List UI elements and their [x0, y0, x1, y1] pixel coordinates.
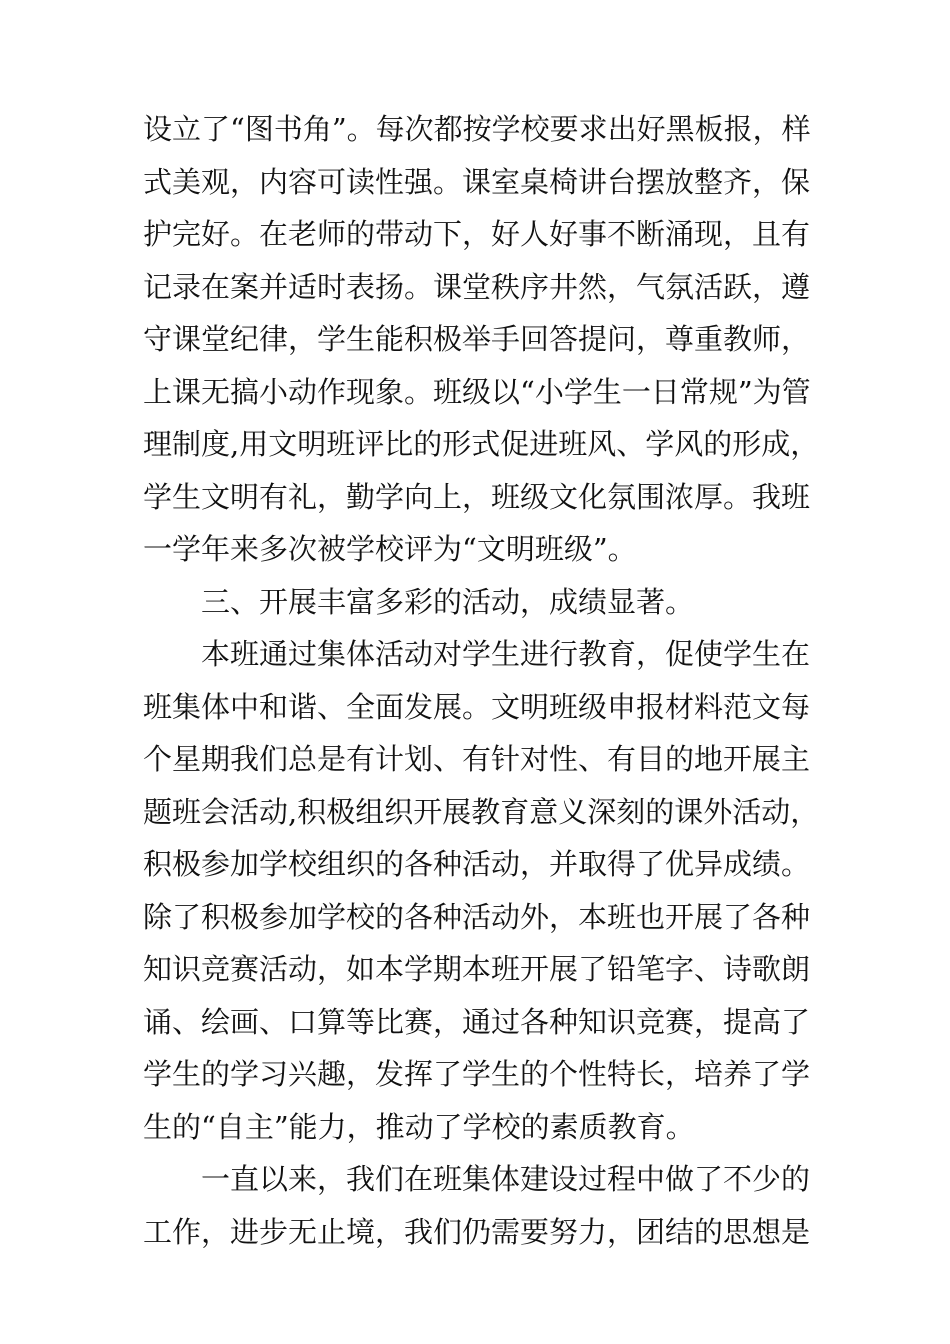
text-line: 护完好。在老师的带动下，好人好事不断涌现，且有: [143, 217, 811, 251]
text-line: 本班通过集体活动对学生进行教育，促使学生在: [201, 637, 811, 671]
text-line: 上课无搞小动作现象。班级以“小学生一日常规”为管: [143, 374, 811, 409]
text-line: 守课堂纪律，学生能积极举手回答提问，尊重教师，: [143, 322, 811, 356]
text-line: 除了积极参加学校的各种活动外，本班也开展了各种: [143, 899, 811, 934]
text-line: 学生的学习兴趣，发挥了学生的个性特长，培养了学: [143, 1057, 811, 1091]
text-line: 班集体中和谐、全面发展。文明班级申报材料范文每: [143, 689, 811, 724]
text-line: 诵、绘画、口算等比赛，通过各种知识竞赛，提高了: [143, 1004, 811, 1039]
text-line: 设立了“图书角”。每次都按学校要求出好黑板报，样: [143, 112, 811, 146]
text-line: 题班会活动,积极组织开展教育意义深刻的课外活动，: [143, 794, 820, 829]
text-line: 工作，进步无止境，我们仍需要努力，团结的思想是: [143, 1214, 811, 1249]
text-line: 记录在案并适时表扬。课堂秩序井然，气氛活跃，遵: [143, 269, 811, 304]
text-line: 知识竞赛活动，如本学期本班开展了铅笔字、诗歌朗: [143, 952, 811, 986]
text-line: 理制度,用文明班评比的形式促进班风、学风的形成，: [143, 427, 820, 461]
section-heading: 三、开展丰富多彩的活动，成绩显著。: [201, 584, 695, 619]
text-line: 积极参加学校组织的各种活动，并取得了优异成绩。: [143, 847, 811, 881]
text-line: 一直以来，我们在班集体建设过程中做了不少的: [201, 1162, 811, 1196]
text-line: 生的“自主”能力，推动了学校的素质教育。: [143, 1109, 695, 1144]
body-text: [143, 103, 820, 1258]
text-line: 式美观，内容可读性强。课室桌椅讲台摆放整齐，保: [143, 164, 811, 199]
text-line: 个星期我们总是有计划、有针对性、有目的地开展主: [143, 742, 811, 776]
text-line: 一学年来多次被学校评为“文明班级”。: [143, 532, 637, 566]
text-line: 学生文明有礼，勤学向上，班级文化氛围浓厚。我班: [143, 479, 811, 514]
